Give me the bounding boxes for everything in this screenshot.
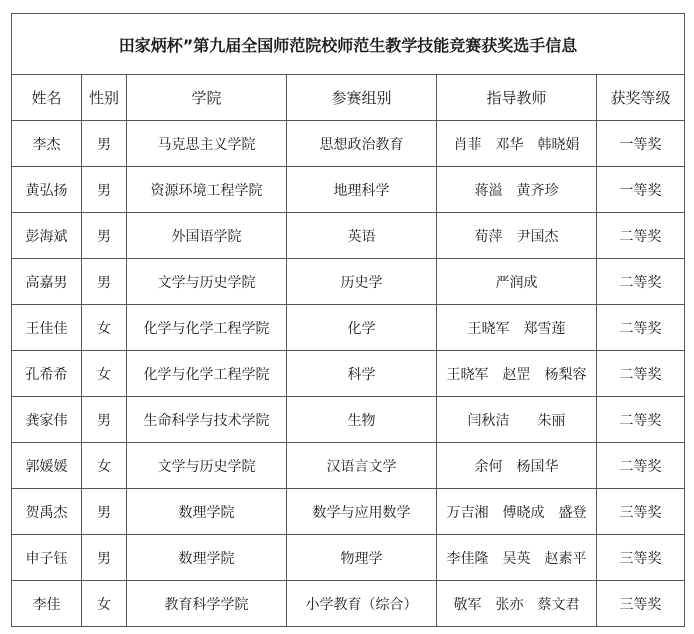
cell-category: 科学 [287,351,437,397]
table-row [12,305,685,351]
cell-name: 孔希希 [12,351,82,397]
cell-advisors: 李佳隆 吴英 赵素平 [437,535,597,581]
cell-award: 三等奖 [597,489,685,535]
cell-gender: 女 [82,351,127,397]
cell-category: 化学 [287,305,437,351]
cell-name: 彭海斌 [12,213,82,259]
cell-award: 二等奖 [597,351,685,397]
cell-award: 二等奖 [597,259,685,305]
column-header-category: 参赛组别 [287,75,437,121]
cell-category: 英语 [287,213,437,259]
table-row [12,259,685,305]
cell-name: 高嘉男 [12,259,82,305]
cell-advisors: 王晓军 赵罡 杨梨容 [437,351,597,397]
cell-advisors: 万吉湘 傅晓成 盛登 [437,489,597,535]
cell-name: 王佳佳 [12,305,82,351]
cell-award: 一等奖 [597,167,685,213]
cell-college: 化学与化学工程学院 [127,305,287,351]
column-header-advisors: 指导教师 [437,75,597,121]
cell-name: 贺禹杰 [12,489,82,535]
column-header-gender: 性别 [82,75,127,121]
cell-college: 教育科学学院 [127,581,287,627]
cell-name: 郭媛媛 [12,443,82,489]
cell-gender: 男 [82,121,127,167]
table-row [12,213,685,259]
cell-advisors: 严润成 [437,259,597,305]
cell-college: 化学与化学工程学院 [127,351,287,397]
cell-gender: 男 [82,535,127,581]
column-header-award: 获奖等级 [597,75,685,121]
cell-college: 马克思主义学院 [127,121,287,167]
cell-college: 外国语学院 [127,213,287,259]
cell-advisors: 王晓军 郑雪莲 [437,305,597,351]
cell-award: 二等奖 [597,305,685,351]
cell-award: 二等奖 [597,213,685,259]
cell-award: 三等奖 [597,581,685,627]
cell-gender: 男 [82,397,127,443]
column-header-name: 姓名 [12,75,82,121]
award-sheet [11,13,684,623]
cell-advisors: 荀萍 尹国杰 [437,213,597,259]
cell-advisors: 余何 杨国华 [437,443,597,489]
cell-advisors: 敬军 张亦 蔡文君 [437,581,597,627]
table-row [12,489,685,535]
cell-category: 物理学 [287,535,437,581]
cell-college: 文学与历史学院 [127,259,287,305]
cell-award: 二等奖 [597,443,685,489]
cell-college: 数理学院 [127,535,287,581]
cell-category: 小学教育（综合） [287,581,437,627]
cell-category: 汉语言文学 [287,443,437,489]
table-row [12,351,685,397]
cell-name: 申子钰 [12,535,82,581]
table-row [12,121,685,167]
cell-category: 思想政治教育 [287,121,437,167]
table-row [12,535,685,581]
cell-award: 三等奖 [597,535,685,581]
table-row [12,581,685,627]
award-table [11,13,685,627]
cell-category: 历史学 [287,259,437,305]
cell-college: 文学与历史学院 [127,443,287,489]
cell-name: 李佳 [12,581,82,627]
cell-name: 龚家伟 [12,397,82,443]
title-row [12,14,685,75]
table-row [12,443,685,489]
cell-name: 李杰 [12,121,82,167]
cell-college: 数理学院 [127,489,287,535]
header-row [12,75,685,121]
cell-name: 黄弘扬 [12,167,82,213]
cell-award: 二等奖 [597,397,685,443]
table-title: 田家炳杯”第九届全国师范院校师范生教学技能竞赛获奖选手信息 [12,14,685,75]
cell-category: 地理科学 [287,167,437,213]
cell-advisors: 闫秋洁 朱丽 [437,397,597,443]
cell-gender: 男 [82,213,127,259]
cell-college: 资源环境工程学院 [127,167,287,213]
column-header-college: 学院 [127,75,287,121]
cell-category: 数学与应用数学 [287,489,437,535]
table-row [12,167,685,213]
cell-college: 生命科学与技术学院 [127,397,287,443]
cell-gender: 女 [82,443,127,489]
cell-gender: 女 [82,581,127,627]
cell-gender: 女 [82,305,127,351]
cell-gender: 男 [82,259,127,305]
cell-advisors: 蒋溢 黄齐珍 [437,167,597,213]
cell-award: 一等奖 [597,121,685,167]
cell-advisors: 肖菲 邓华 韩晓娟 [437,121,597,167]
cell-category: 生物 [287,397,437,443]
cell-gender: 男 [82,489,127,535]
table-row [12,397,685,443]
cell-gender: 男 [82,167,127,213]
